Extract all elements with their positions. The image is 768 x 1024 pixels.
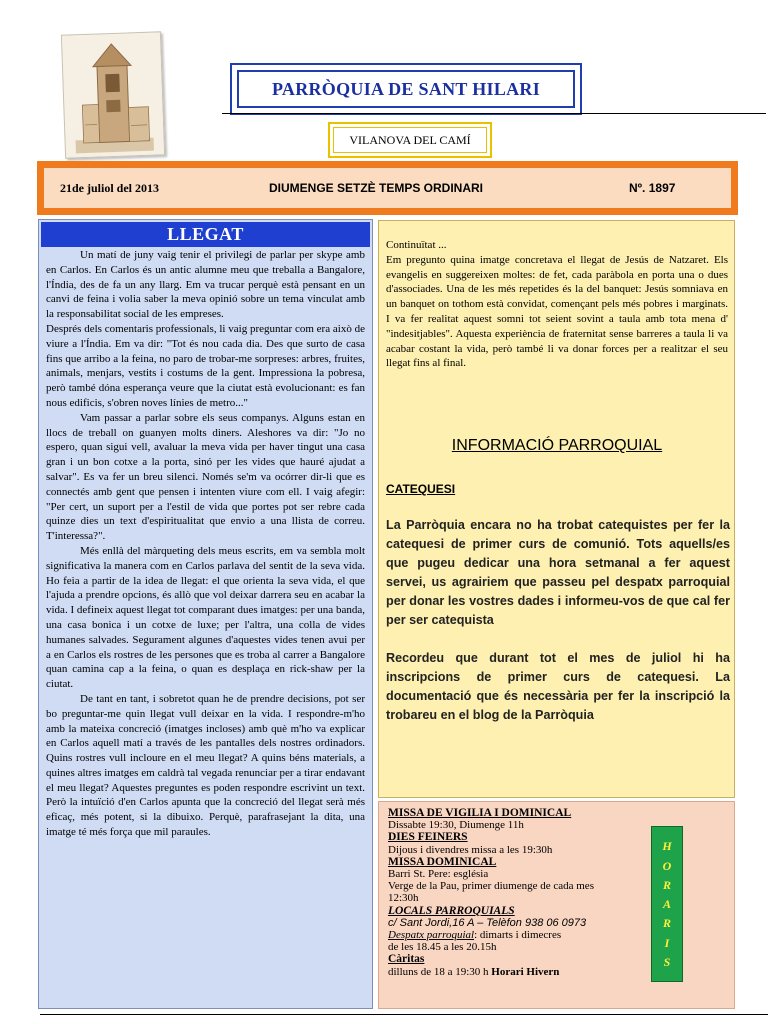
vigil-mass-heading: MISSA DE VIGILIA I DOMINICAL [388,807,572,819]
office-label: Despatx parroquial [388,929,475,942]
sunday-mass-line: Barri St. Pere: església [388,868,489,881]
parish-address: c/ Sant Jordi,16 A – Telèfon 938 06 0973 [388,916,587,929]
office-days: : dimarts i dimecres [474,929,562,942]
parish-logo [61,31,165,158]
horaris-letter: R [662,877,671,892]
schedule-list [388,807,648,978]
llegat-title-bar [41,222,370,247]
horaris-vertical-label [651,826,683,982]
horaris-letter: I [664,935,670,950]
town-name: VILANOVA DEL CAMÍ [349,132,471,147]
town-box [328,122,492,158]
title-rule [222,113,766,114]
llegat-paragraph: Després dels comentaris professionals, li vaig preguntar com era això de viure a l'Índia. Em va dir: "Tot és nou cada dia. Des que surto de casa fins que arribo a la feina, no paro de trobar-me sorpreses: arbres, fruites, animals, menjars, vestits i costums de la gent. Impressiona la pobresa, però també dóna esperança veure que la ciutat està evolucionant: es fan nous edificis, s'obren noves línies de metro..." [46,322,365,409]
horaris-letter: S [663,954,671,969]
sunday-mass-heading: MISSA DOMINICAL [388,855,497,868]
parish-info-heading: INFORMACIÓ PARROQUIAL [451,437,663,454]
catequesi-heading: CATEQUESI [386,482,456,496]
liturgical-sunday: DIUMENGE SETZÈ TEMPS ORDINARI [269,181,484,195]
parish-title: PARRÒQUIA DE SANT HILARI [271,78,541,99]
issue-banner-inner [44,168,731,208]
catequesi-text [386,516,730,744]
bottom-rule [40,1014,768,1015]
church-tower-icon [62,32,164,157]
sunday-mass-line: Verge de la Pau, primer diumenge de cada mes [388,880,594,893]
llegat-paragraph: Vam passar a parlar sobre els seus companys. Alguns estan en llocs de treball on guanyen molts diners. Aleshores va dir: "Jo no espero, quan sigui vell, avaluar la meva vida per haver tingut una casa gran i un bon cotxe a la porta, sinó per les vides que hauré ajudat a salvar". Es va fer un breu silenci. Només se'm va ocórrer dir-li que es connectés amb gent que pensen i intenten viure com ell. I vaig afegir: "Per cert, un suport per a l'estil de vida que portes pot ser rebre cada quinze dies un text d'espiritualitat que envio a una llista de correu. T'interessa?". [46,411,365,543]
vigil-mass-times: Dissabte 19:30, Diumenge 11h [388,819,524,832]
caritas-line [388,966,648,978]
weekday-times: Dijous i divendres missa a les 19:30h [388,843,553,856]
info-paragraph: Recordeu que durant tot el mes de juliol hi ha inscripcions de primer curs de catequesi. La documentació que és necessària per fer la inscripció la trobareu en el blog de la Parròquia [386,651,730,722]
continuation-article [386,238,728,371]
llegat-article [46,248,365,840]
caritas-times: dilluns de 18 a 19:30 h [388,965,492,978]
horaris-letter: R [662,916,671,931]
issue-date: 21de juliol del 2013 [60,180,160,195]
caritas-heading: Càritas [388,953,425,966]
llegat-paragraph: Un matí de juny vaig tenir el privilegi de parlar per skype amb en Carlos. En Carlos és un antic alumne meu que treballa a Bangalore, l'Índia, des de fa un any llarg. Em va trucar perquè està pensant en un canvi de feina i volia saber la meva opinió sobre un tema vinculat amb la responsabilitat social de les empreses. [46,249,365,321]
sunday-mass-line: 12:30h [388,892,419,905]
parish-premises-heading: LOCALS PARROQUIALS [388,904,515,917]
horaris-letter: H [662,839,672,854]
weekday-heading: DIES FEINERS [388,831,468,844]
horaris-letter: O [662,858,672,873]
info-paragraph: La Parròquia encara no ha trobat catequistes per fer la catequesi de primer curs de comunió. Tots aquells/es que pugeu dedicar una hora setmanal a fer aquest servei, us agrairiem que passeu pel despatx parroquial per donar les vostres dades i informeu-vos de que cal fer per ser catequista [386,518,730,627]
continuation-label: Continuïtat ... [386,239,447,251]
caritas-season: Horari Hivern [491,965,560,978]
llegat-paragraph: De tant en tant, i sobretot quan he de prendre decisions, pot ser bo preguntar-me quin llegat vull deixar en la vida. I respondre-m'ho amb la mateixa concreció (imatges incloses) amb què m'ho va explicar en Carlos aquell matí a través de les pantalles dels nostres ordinadors. Quins rostres vull incloure en el meu llegat? A quins béns materials, a quines altres imatges em caldrà tal vegada renunciar per a tirar endavant el meu llegat? Aquestes preguntes es poden respondre escrivint un text. Però la intuïció d'en Carlos apunta que la concreció del llegat serà més eficaç, més potent, si la dibuixo. Perquè, parafrasejant la dita, una imatge té més força que mil paraules. [46,692,365,839]
continuation-text: Em pregunto quina imatge concretava el llegat de Jesús de Natzaret. Els evangelis en suggereixen moltes: de fet, cada paràbola en porta una o dues d'associades. Una de les més repetides és la del banquet: Jesús somniava en un banquet on tothom està convidat, començant pels més pobres i marginats. I va fer realitat aquest somni tot seient sovint a taula amb tota mena d' "indesitjables". Aquesta experiència de fraternitat sense barreres a taula li va acabar costant la vida, però també li va donar forces per a realitzar el seu llegat fins al final. [386,253,728,370]
parish-title-box [230,63,582,115]
issue-number: Nº. 1897 [629,181,676,195]
llegat-paragraph: Més enllà del màrqueting dels meus escrits, em va sembla molt significativa la manera com en Carlos parlava del sentit de la seva vida. Ho feia a partir de la idea de llegat: el que orienta la seva vida, el que l'ajuda a prendre opcions, és allò que vol deixar darrera seu en acabar la vida. I defineix aquest llegat tot comparant dues imatges: per una banda, una casa bonica i un cotxe de luxe; per l'altra, una colla de vides humanes salvades. Segurament algunes d'aquestes vides tenen avui per a en Carlos els rostres de les persones que es troba al carrer a Bangalore quan camina cap a la feina, o quan es desplaça en rick-shaw per la ciutat. [46,544,365,691]
llegat-title: LLEGAT [167,224,244,244]
office-hours-line [388,929,648,941]
office-hours: de les 18.45 a les 20.15h [388,941,497,954]
horaris-letter: A [662,897,671,911]
